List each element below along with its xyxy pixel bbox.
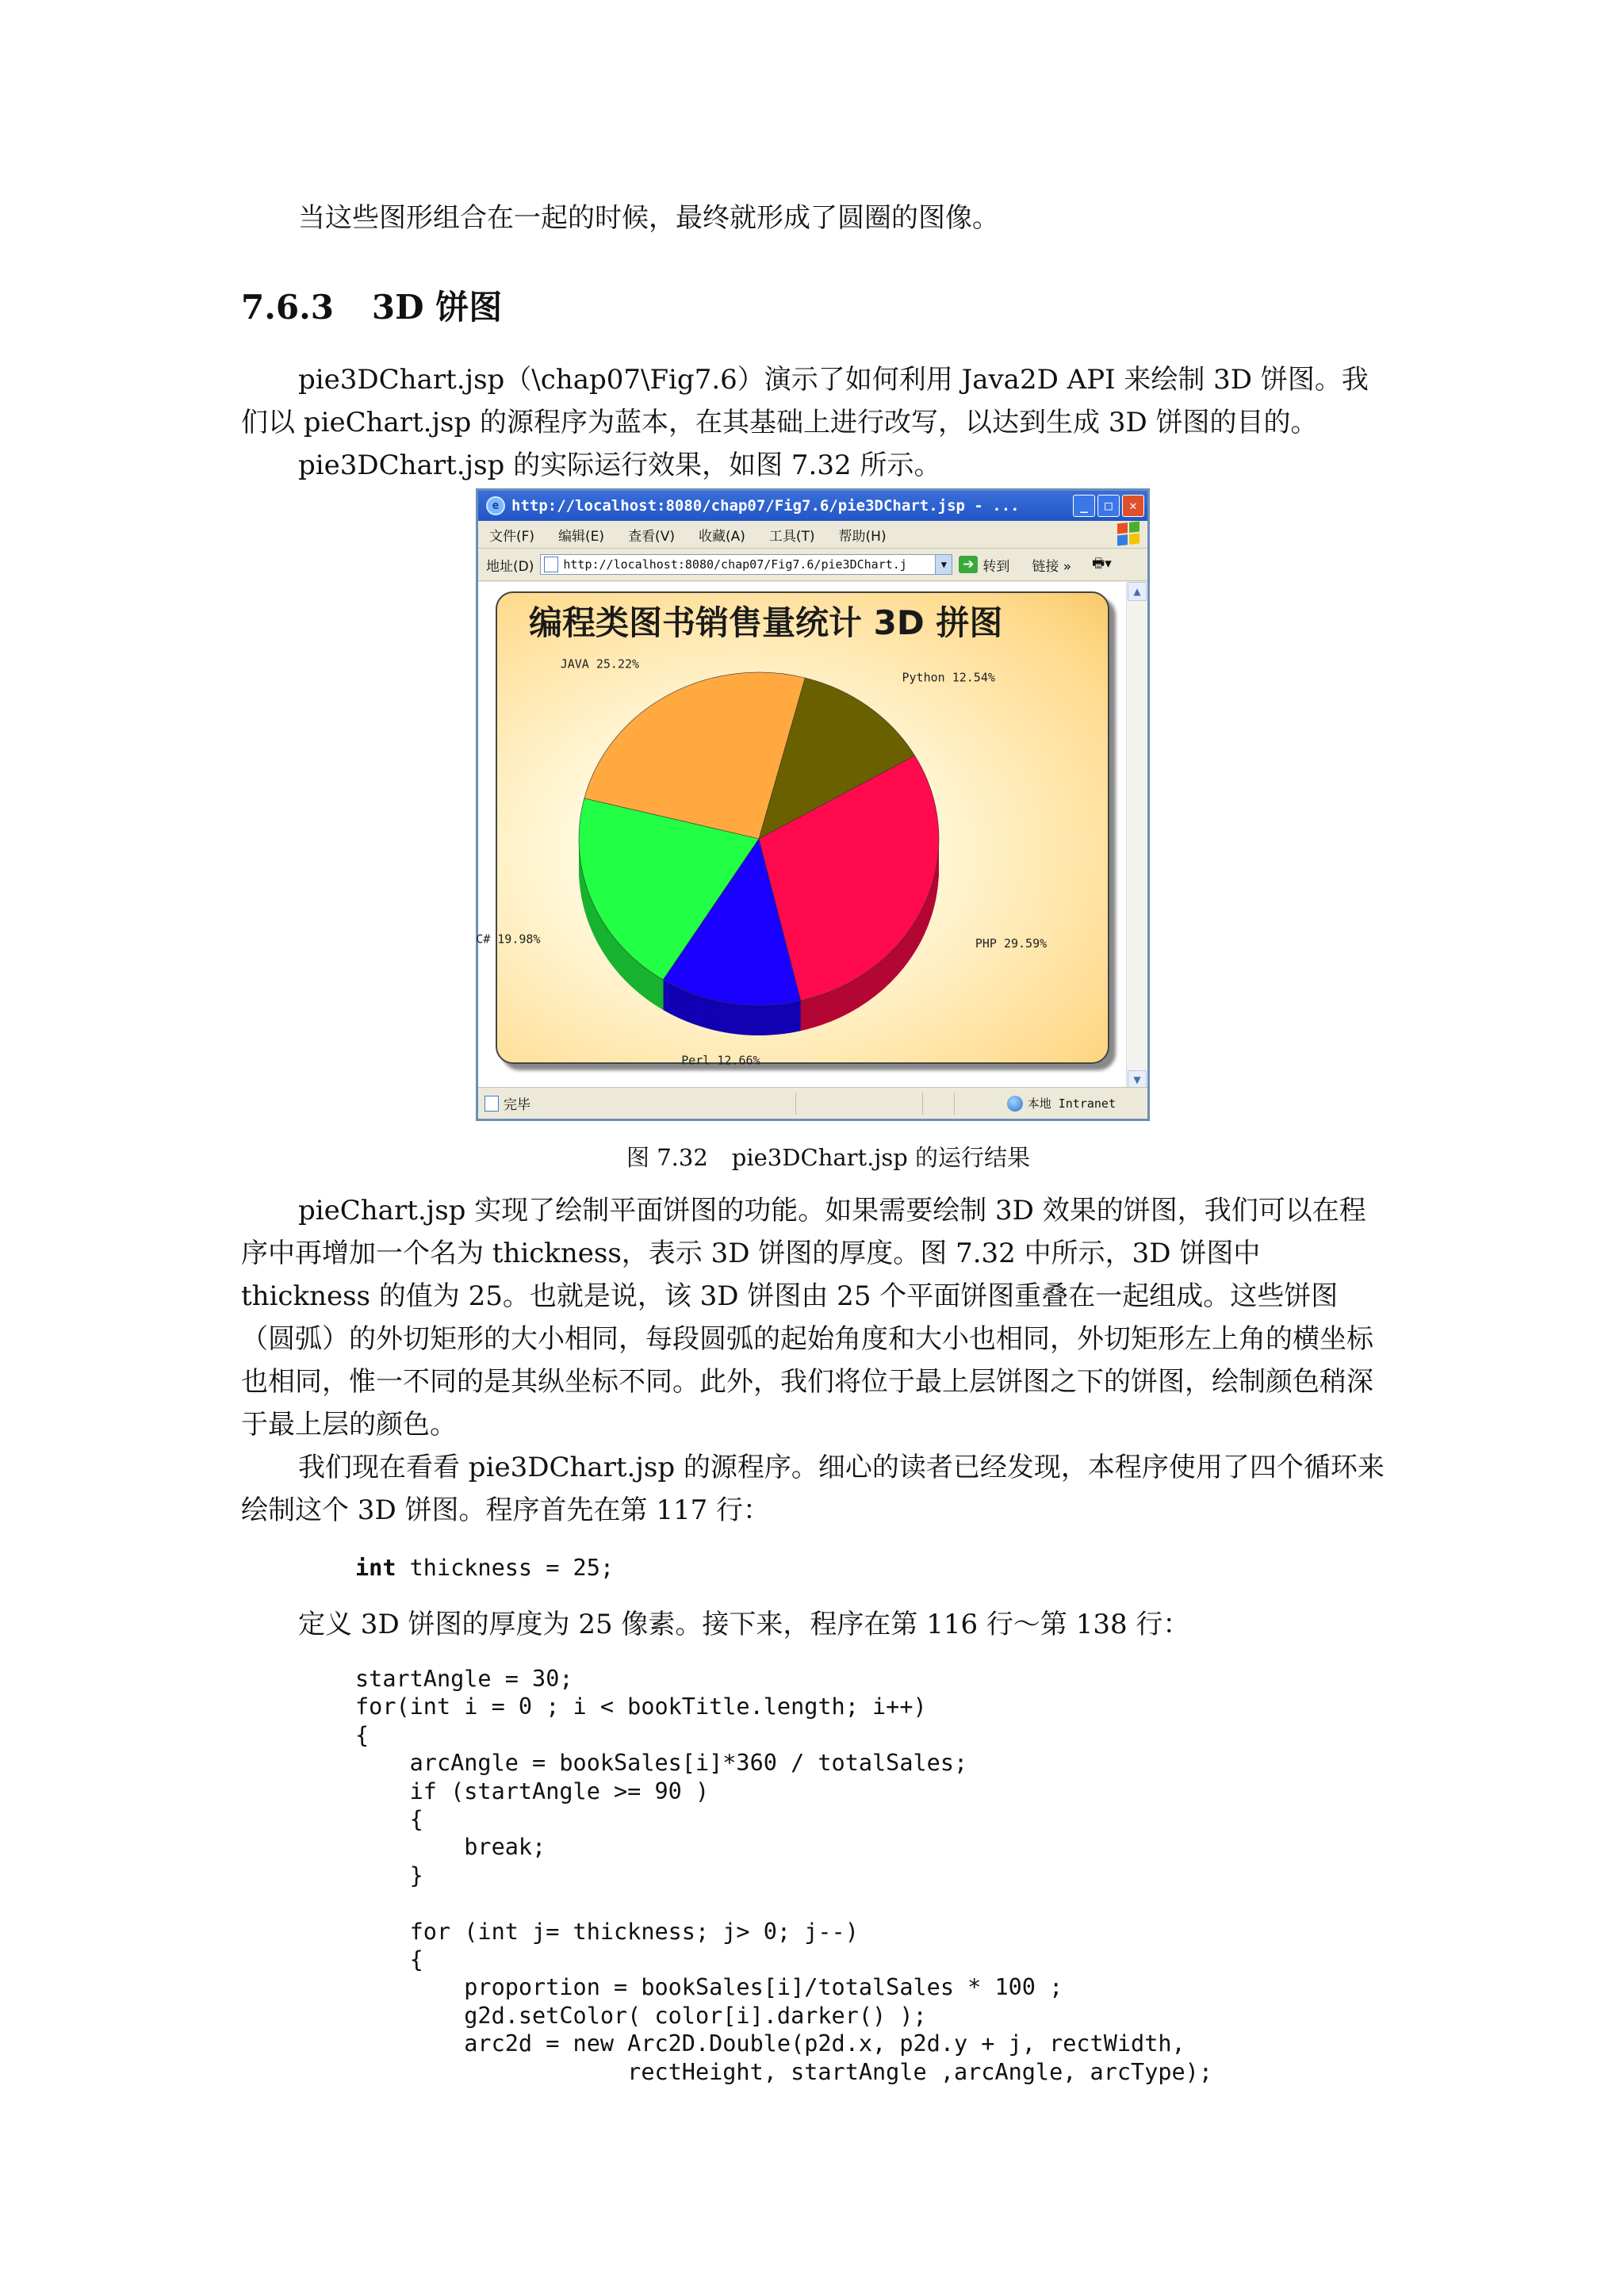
page-content: [478, 582, 1128, 1089]
data-label-java: JAVA 25.22%: [560, 656, 640, 672]
print-icon[interactable]: 🖶▾: [1092, 555, 1112, 572]
menu-bar: [478, 521, 1147, 549]
paragraph-2: pie3DChart.jsp（\chap07\Fig7.6）演示了如何利用 Java2D API 来绘制 3D 饼图。我们以 pieChart.jsp 的源程序为蓝本，在其基础上进行改写，以达到生成 3D 饼图的目的。: [241, 364, 1369, 438]
data-label-c: C# 19.98%: [476, 932, 541, 947]
address-label: 地址(D): [486, 558, 534, 575]
code-line: thickness = 25;: [396, 1555, 615, 1581]
menu-help[interactable]: 帮助(H): [838, 528, 887, 545]
status-zone: 本地 Intranet: [1027, 1096, 1116, 1111]
globe-icon: [1007, 1096, 1023, 1112]
figure-number: 图 7.32: [626, 1144, 708, 1171]
status-page-icon: [485, 1096, 499, 1112]
minimize-button[interactable]: _: [1073, 495, 1095, 517]
menu-file[interactable]: 文件(F): [489, 528, 535, 545]
scroll-down-icon[interactable]: ▼: [1128, 1070, 1147, 1089]
data-label-python: Python 12.54%: [902, 670, 995, 685]
code-snippet-2: startAngle = 30; for(int i = 0 ; i < bookTitle.length; i++) { arcAngle = bookSales[i]*360 / totalSales; if (startAngle >= 90 ) { break; } for (int j= thickness; j> 0; j--) { proportion = bookSales[i]/totalSales * 100 ; g2d.setColor( color[i].darker() ); arc2d = new Arc2D.Double(p2d.x, p2d.y + j, rectWidth, rectHeight, startAngle ,arcAngle, arcType);: [355, 1666, 1212, 2085]
code-snippet-1: [355, 1554, 614, 1582]
data-label-perl: Perl 12.66%: [681, 1053, 760, 1068]
pie-chart: [476, 593, 1108, 1068]
data-label-php: PHP 29.59%: [975, 936, 1048, 951]
browser-window: [476, 488, 1150, 1121]
windows-logo-icon: [1117, 522, 1139, 546]
go-arrow-icon: ➔: [959, 556, 978, 573]
figure-caption-text: pie3DChart.jsp 的运行结果: [731, 1144, 1031, 1171]
status-text: 完毕: [504, 1097, 530, 1113]
address-input[interactable]: [540, 554, 952, 575]
figure-caption: [626, 1140, 1030, 1173]
scroll-up-icon[interactable]: ▲: [1128, 582, 1147, 601]
chart-title: 编程类图书销售量统计 3D 拼图: [529, 603, 1003, 642]
address-bar: [478, 549, 1147, 581]
section-title: 3D 饼图: [371, 288, 503, 327]
section-heading: [241, 281, 502, 329]
chart-card: [476, 591, 1109, 1068]
status-bar: [478, 1087, 1147, 1119]
menu-tools[interactable]: 工具(T): [768, 528, 815, 545]
paragraph-5: 我们现在看看 pie3DChart.jsp 的源程序。细心的读者已经发现，本程序使用了四个循环来绘制这个 3D 饼图。程序首先在第 117 行：: [241, 1452, 1385, 1526]
go-button[interactable]: [959, 555, 1009, 575]
close-button[interactable]: ✕: [1122, 495, 1144, 517]
chevron-down-icon[interactable]: ▼: [935, 555, 952, 574]
vertical-scrollbar[interactable]: [1126, 582, 1147, 1089]
paragraph-1: 当这些图形组合在一起的时候，最终就形成了圆圈的图像。: [298, 202, 999, 234]
code-keyword: int: [355, 1555, 396, 1581]
browser-titlebar: [478, 491, 1147, 521]
page-icon: [544, 557, 558, 572]
paragraph-6: 定义 3D 饼图的厚度为 25 像素。接下来，程序在第 116 行～第 138 行：: [298, 1609, 1190, 1640]
menu-view[interactable]: 查看(V): [628, 528, 675, 545]
maximize-button[interactable]: □: [1097, 495, 1120, 517]
menu-edit[interactable]: 编辑(E): [558, 528, 605, 545]
menu-favorites[interactable]: 收藏(A): [698, 528, 745, 545]
address-value: http://localhost:8080/chap07/Fig7.6/pie3DChart.j: [563, 557, 907, 572]
go-label: 转到: [982, 558, 1010, 575]
links-button[interactable]: 链接 »: [1032, 558, 1072, 575]
browser-title: http://localhost:8080/chap07/Fig7.6/pie3DChart.jsp - ...: [511, 497, 1020, 515]
paragraph-3: pie3DChart.jsp 的实际运行效果，如图 7.32 所示。: [298, 450, 941, 481]
section-number: 7.6.3: [241, 288, 334, 327]
paragraph-4: pieChart.jsp 实现了绘制平面饼图的功能。如果需要绘制 3D 效果的饼图，我们可以在程序中再增加一个名为 thickness，表示 3D 饼图的厚度。图 7.32 中所示，3D 饼图中 thickness 的值为 25。也就是说，该 3D 饼图由 25 个平面饼图重叠在一起组成。这些饼图（圆弧）的外切矩形的大小相同，每段圆弧的起始角度和大小也相同，外切矩形左上角的横坐标也相同，惟一不同的是其纵坐标不同。此外，我们将位于最上层饼图之下的饼图，绘制颜色稍深于最上层的颜色。: [241, 1195, 1373, 1441]
ie-icon: e: [486, 496, 505, 515]
